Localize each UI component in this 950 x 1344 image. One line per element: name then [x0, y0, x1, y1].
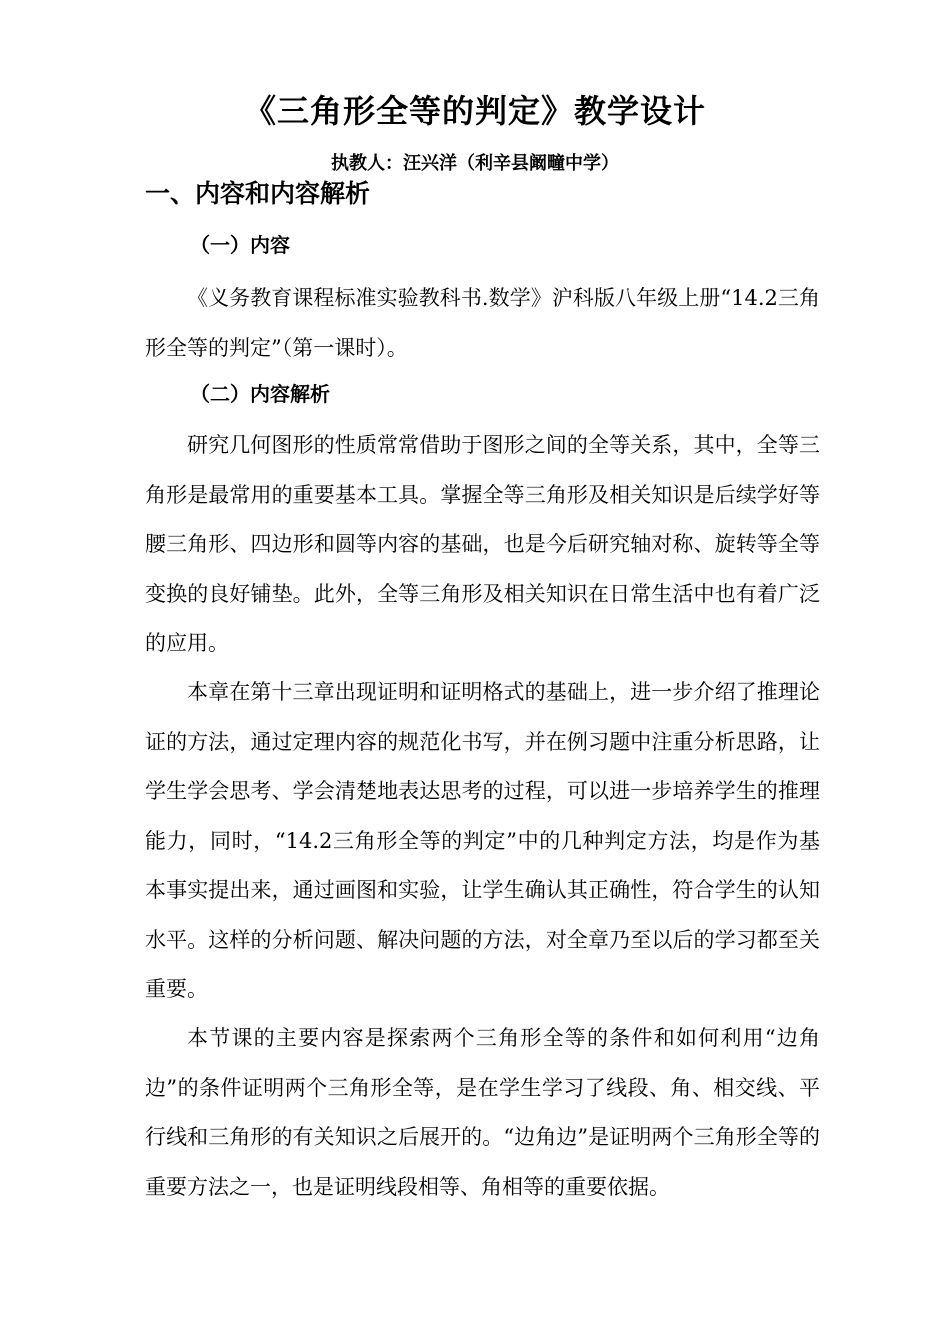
- paragraph-content: 《义务教育课程标准实验教科书.数学》沪科版八年级上册“14.2三角形全等的判定”（第一课时）。: [145, 286, 820, 360]
- author-line: 执教人：汪兴洋（利辛县阚疃中学）: [331, 153, 619, 174]
- subsection-heading-content: （一）内容: [190, 233, 290, 257]
- document-title: 《三角形全等的判定》教学设计: [243, 92, 706, 130]
- paragraph-analysis-2: 本章在第十三章出现证明和证明格式的基础上，进一步介绍了推理论证的方法，通过定理内容的规范化书写，并在例习题中注重分析思路，让学生学会思考、学会清楚地表达思考的过程，可以进一步培养学生的推理能力，同时，“14.2三角形全等的判定”中的几种判定方法，均是作为基本事实提出来，通过画图和实验，让学生确认其正确性，符合学生的认知水平。这样的分析问题、解决问题的方法，对全章乃至以后的学习都至关重要。: [145, 680, 820, 1001]
- paragraph-analysis-1: 研究几何图形的性质常常借助于图形之间的全等关系，其中，全等三角形是最常用的重要基本工具。掌握全等三角形及相关知识是后续学好等腰三角形、四边形和圆等内容的基础，也是今后研究轴对称、旋转等全等变换的良好铺垫。此外，全等三角形及相关知识在日常生活中也有着广泛的应用。: [145, 433, 820, 655]
- subsection-heading-analysis: （二）内容解析: [190, 382, 330, 406]
- section-heading-content: 一、内容和内容解析: [145, 179, 371, 208]
- paragraph-analysis-3: 本节课的主要内容是探索两个三角形全等的条件和如何利用“边角边”的条件证明两个三角形全等，是在学生学习了线段、角、相交线、平行线和三角形的有关知识之后展开的。“边角边”是证明两个三角形全等的重要方法之一，也是证明线段相等、角相等的重要依据。: [145, 1026, 820, 1199]
